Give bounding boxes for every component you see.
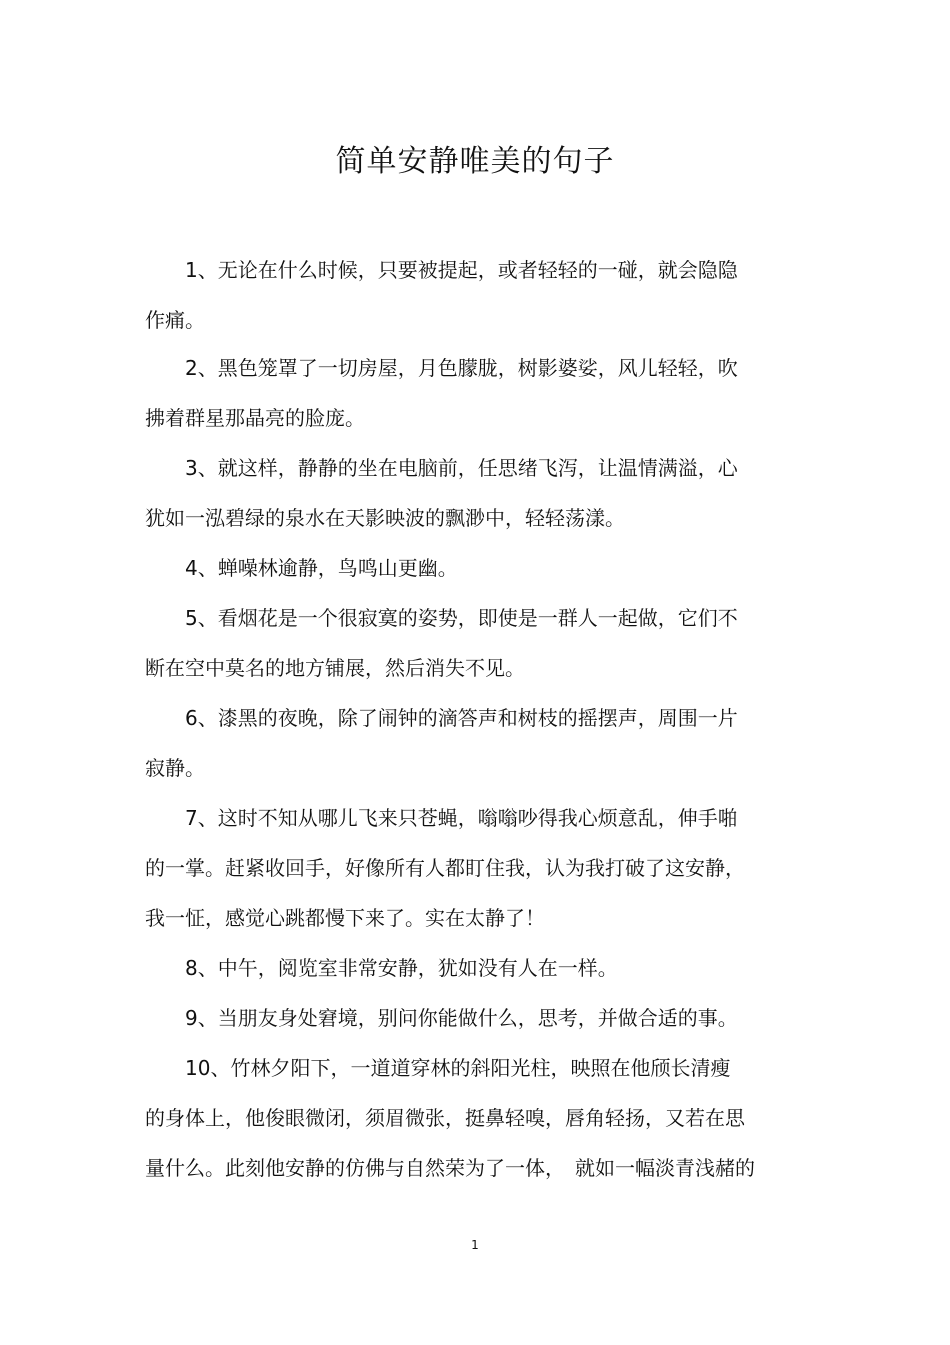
sentence-7-line-3: 我一怔，感觉心跳都慢下来了。实在太静了！ bbox=[145, 906, 545, 930]
page-number: 1 bbox=[471, 1238, 479, 1252]
sentence-6-line-1: 6、漆黑的夜晚，除了闹钟的滴答声和树枝的摇摆声，周围一片 bbox=[185, 706, 738, 730]
sentence-5-line-2: 断在空中莫名的地方铺展，然后消失不见。 bbox=[145, 656, 525, 680]
sentence-2-line-1: 2、黑色笼罩了一切房屋，月色朦胧，树影婆娑，风儿轻轻，吹 bbox=[185, 356, 738, 380]
sentence-1-line-1: 1、无论在什么时候，只要被提起，或者轻轻的一碰，就会隐隐 bbox=[185, 258, 738, 282]
sentence-2-line-2: 拂着群星那晶亮的脸庞。 bbox=[145, 406, 365, 430]
sentence-8-line-1: 8、中午，阅览室非常安静，犹如没有人在一样。 bbox=[185, 956, 618, 980]
sentence-7-line-1: 7、这时不知从哪儿飞来只苍蝇，嗡嗡吵得我心烦意乱，伸手啪 bbox=[185, 806, 738, 830]
sentence-1-line-2: 作痛。 bbox=[145, 308, 205, 332]
sentence-4-line-1: 4、蝉噪林逾静，鸟鸣山更幽。 bbox=[185, 556, 458, 580]
document-title: 简单安静唯美的句子 bbox=[335, 144, 615, 179]
sentence-5-line-1: 5、看烟花是一个很寂寞的姿势，即使是一群人一起做，它们不 bbox=[185, 606, 738, 630]
sentence-10-line-2: 的身体上，他俊眼微闭，须眉微张，挺鼻轻嗅，唇角轻扬，又若在思 bbox=[145, 1106, 745, 1130]
sentence-6-line-2: 寂静。 bbox=[145, 756, 205, 780]
sentence-9-line-1: 9、当朋友身处窘境，别问你能做什么，思考，并做合适的事。 bbox=[185, 1006, 738, 1030]
sentence-3-line-1: 3、就这样，静静的坐在电脑前，任思绪飞泻，让温情满溢，心 bbox=[185, 456, 738, 480]
sentence-7-line-2: 的一掌。赶紧收回手，好像所有人都盯住我，认为我打破了这安静， bbox=[145, 856, 745, 880]
sentence-10-line-3: 量什么。此刻他安静的仿佛与自然荣为了一体， 就如一幅淡青浅赭的 bbox=[145, 1156, 755, 1180]
sentence-3-line-2: 犹如一泓碧绿的泉水在天影映波的飘渺中，轻轻荡漾。 bbox=[145, 506, 625, 530]
sentence-10-line-1: 10、竹林夕阳下，一道道穿林的斜阳光柱，映照在他颀长清瘦 bbox=[185, 1056, 731, 1080]
